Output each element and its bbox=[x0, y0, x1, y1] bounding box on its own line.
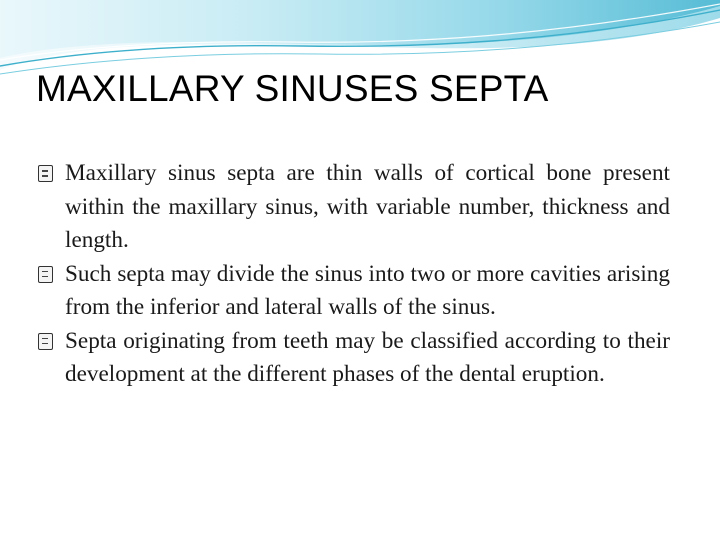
unrendered-glyph-box-icon bbox=[38, 165, 53, 182]
bullet-item-2 bbox=[38, 258, 670, 325]
unrendered-glyph-box-icon bbox=[38, 266, 53, 283]
wave-front bbox=[0, 0, 720, 58]
bullet-list bbox=[38, 157, 670, 392]
bullet-text-2: Such septa may divide the sinus into two or more cavities arising from the inferior and lateral walls of the sinus. bbox=[65, 260, 670, 320]
unrendered-glyph-box-icon bbox=[38, 333, 53, 350]
bullet-text-3: Septa originating from teeth may be classified according to their development at the different phases of the dental eruption. bbox=[65, 327, 670, 387]
bullet-item-3 bbox=[38, 325, 670, 392]
bullet-item-1 bbox=[38, 157, 670, 258]
slide-title: MAXILLARY SINUSES SEPTA bbox=[36, 68, 549, 109]
bullet-text-1: Maxillary sinus septa are thin walls of cortical bone present within the maxillary sinus, with variable number, thickness and length. bbox=[65, 160, 670, 253]
